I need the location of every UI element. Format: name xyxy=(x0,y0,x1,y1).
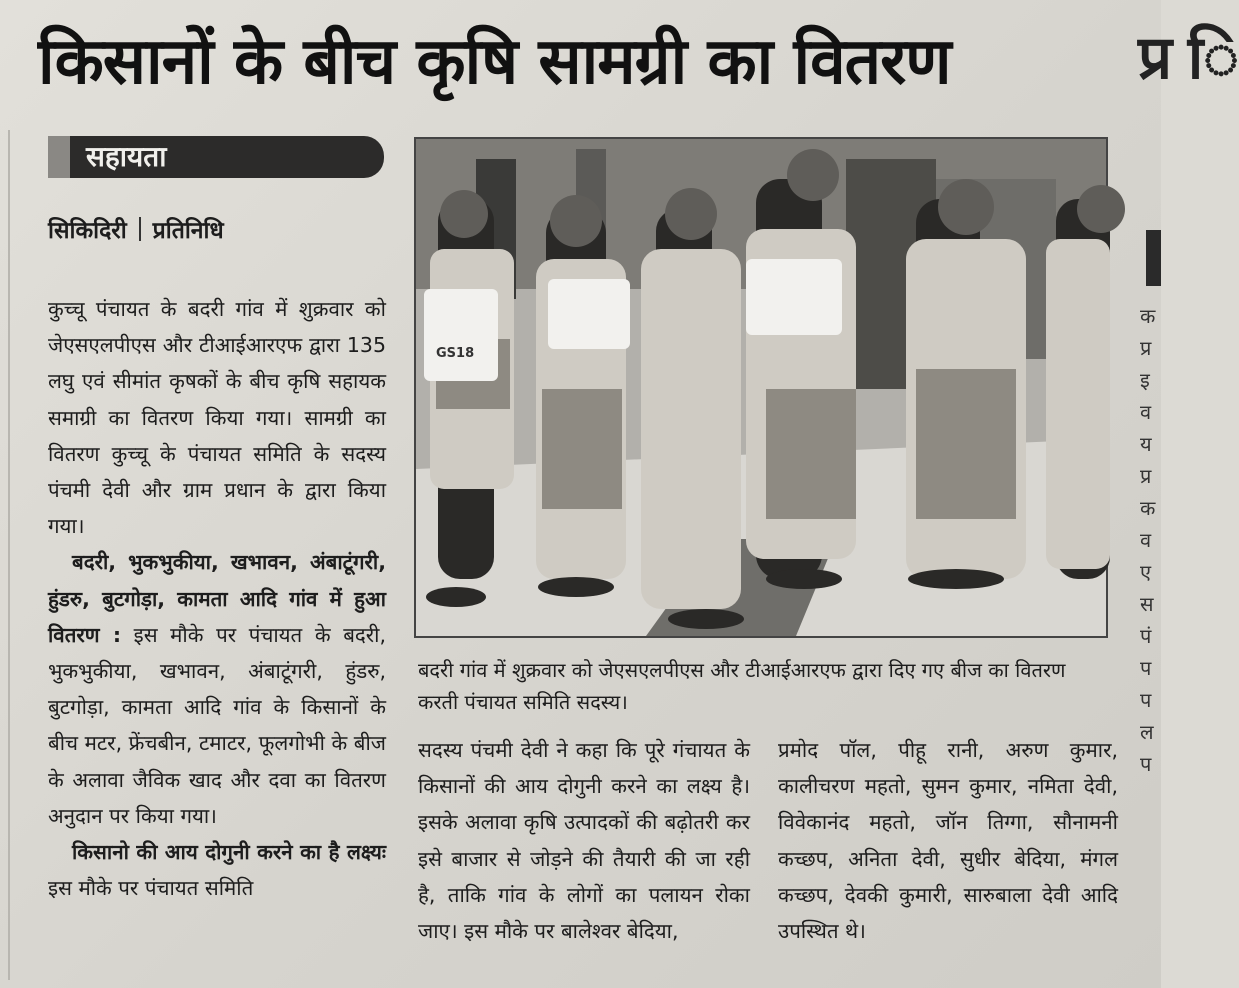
section-tag-accent xyxy=(48,136,70,178)
adjacent-article-headline: प्र ि xyxy=(1138,23,1239,93)
byline-separator xyxy=(139,217,141,241)
adjacent-article-body: क प्र इ व य प्र क व ए स पं प प ल प xyxy=(1140,304,1156,776)
body-column-1 xyxy=(48,291,386,981)
body-column-3: प्रमोद पॉल, पीहू रानी, अरुण कुमार, कालीचरण महतो, सुमन कुमार, नमिता देवी, विवेकानंद महतो, जॉन तिग्गा, सौनामनी कच्छप, अनिता देवी, सुधीर बेदिया, मंगल कच्छप, देवकी कुमारी, सारुबाला देवी आदि उपस्थित थे। xyxy=(778,738,1118,944)
body-column-2: सदस्य पंचमी देवी ने कहा कि पूरे गंचायत के किसानों की आय दोगुनी करने का लक्ष्य है। इसके अलावा कृषि उत्पादकों की बढ़ोतरी कर इसे बाजार से जोड़ने की तैयारी की जा रही है, ताकि गांव के लोगों का पलायन रोका जाए। इस मौके पर बालेश्वर बेदिया, xyxy=(418,738,750,944)
headline: किसानों के बीच कृषि सामग्री का वितरण xyxy=(38,25,951,99)
subheading-income-goal: किसानो की आय दोगुनी करने का है लक्ष्यः xyxy=(72,840,386,865)
body-paragraph-3 xyxy=(48,834,386,906)
byline-reporter: प्रतिनिधि xyxy=(152,218,224,244)
body-paragraph-2 xyxy=(48,544,386,834)
body-paragraph-2-text: इस मौके पर पंचायत के बदरी, भुकभुकीया, खभावन, अंबाटूंगरी, हुंडरु, बुटगोड़ा, कामता आदि गांव के किसानों के बीच मटर, फ्रेंचबीन, टमाटर, फूलगोभी के बीज के अलावा जैविक खाद और दवा का वितरण अनुदान पर किया गया। xyxy=(48,622,386,828)
seed-bag-label: GS18 xyxy=(436,346,475,361)
photo-caption: बदरी गांव में शुक्रवार को जेएसएलपीएस और टीआईआरएफ द्वारा दिए गए बीज का वितरण करती पंचायत समिति सदस्य। xyxy=(418,658,1066,714)
section-tag-label: सहायता xyxy=(86,140,167,173)
adjacent-article-tag xyxy=(1146,230,1161,286)
body-paragraph-3-text: इस मौके पर पंचायत समिति xyxy=(48,876,254,901)
byline-place: सिकिदिरी xyxy=(48,218,127,244)
body-paragraph-1: कुच्चू पंचायत के बदरी गांव में शुक्रवार को जेएसएलपीएस और टीआईआरएफ द्वारा 135 लघु एवं सीमांत कृषकों के बीच कृषि सहायक समाग्री का वितरण किया गया। सामग्री का वितरण कुच्चू के पंचायत समिति के सदस्य पंचमी देवी और ग्राम प्रधान के द्वारा किया गया। xyxy=(48,297,386,539)
subheading-distribution: बदरी, भुकभुकीया, खभावन, अंबाटूंगरी, हुंडरु, बुटगोड़ा, कामता आदि गांव में हुआ वितरण : xyxy=(48,550,386,647)
byline xyxy=(48,214,224,248)
news-photo xyxy=(414,137,1108,638)
column-rule xyxy=(8,130,10,980)
photo-women-seed-distribution xyxy=(416,139,1106,636)
